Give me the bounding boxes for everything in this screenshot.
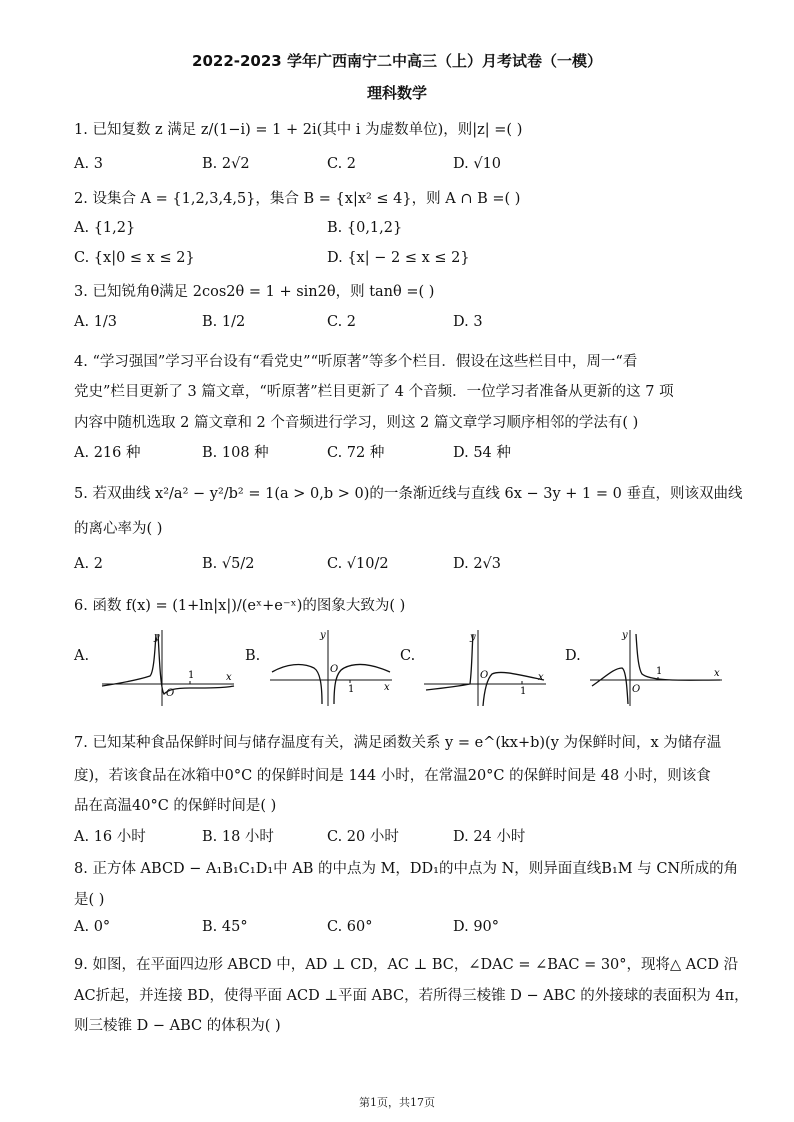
q2-option-c: C. {x|0 ≤ x ≤ 2} <box>74 250 195 266</box>
q7-stem-line-3: 品在高温40°C 的保鲜时间是( ) <box>74 798 277 814</box>
q1-option-b: B. 2√2 <box>202 156 250 172</box>
q8-option-b: B. 45° <box>202 919 248 935</box>
q3-option-a: A. 1/3 <box>74 314 118 330</box>
q1-option-c: C. 2 <box>327 156 357 172</box>
q8-option-d: D. 90° <box>453 919 500 935</box>
page-footer: 第1页，共17页 <box>359 1096 435 1109</box>
q4-option-d: D. 54 种 <box>453 445 511 461</box>
q6-graph-c <box>420 628 550 708</box>
q4-stem-line-3: 内容中随机选取 2 篇文章和 2 个音频进行学习，则这 2 篇文章学习顺序相邻的学法有( ) <box>74 415 639 431</box>
q3-option-c: C. 2 <box>327 314 357 330</box>
q6-b-one: 1 <box>348 684 355 695</box>
q4-stem-line-1: 4. “学习强国”学习平台设有“看党史”“听原著”等多个栏目．假设在这些栏目中，周一“看 <box>74 354 638 370</box>
q2-option-a: A. {1,2} <box>74 220 136 236</box>
q6-b-y-label: y <box>320 630 326 641</box>
q6-graph-label-c: C. <box>400 648 416 664</box>
q4-option-a: A. 216 种 <box>74 445 141 461</box>
q7-option-c: C. 20 小时 <box>327 829 399 845</box>
q7-stem-line-1: 7. 已知某种食品保鲜时间与储存温度有关，满足函数关系 y = e^(kx+b)(y 为保鲜时间，x 为储存温 <box>74 735 722 751</box>
q5-option-c: C. √10/2 <box>327 556 389 572</box>
q6-a-x-label: x <box>226 672 232 683</box>
q9-stem-line-3: 则三棱锥 D − ABC 的体积为( ) <box>74 1018 281 1034</box>
q9-stem-line-2: AC折起，并连接 BD，使得平面 ACD ⊥平面 ABC，若所得三棱锥 D − ABC 的外接球的表面积为 4π， <box>74 988 749 1004</box>
q6-c-one: 1 <box>520 686 527 697</box>
q8-stem-line-2: 是( ) <box>74 892 105 908</box>
q6-c-y-label: y <box>470 632 476 643</box>
q4-option-b: B. 108 种 <box>202 445 269 461</box>
q2-option-b: B. {0,1,2} <box>327 220 403 236</box>
q7-option-b: B. 18 小时 <box>202 829 274 845</box>
q1-option-d: D. √10 <box>453 156 502 172</box>
q7-option-a: A. 16 小时 <box>74 829 146 845</box>
q5-option-d: D. 2√3 <box>453 556 502 572</box>
q7-option-d: D. 24 小时 <box>453 829 526 845</box>
q6-a-one: 1 <box>188 670 195 681</box>
q6-a-y-label: y <box>154 632 160 643</box>
q6-graph-label-a: A. <box>74 648 90 664</box>
q7-stem-line-2: 度)，若该食品在冰箱中0°C 的保鲜时间是 144 小时，在常温20°C 的保鲜时间是 48 小时，则该食 <box>74 768 711 784</box>
q3-option-b: B. 1/2 <box>202 314 246 330</box>
q5-option-b: B. √5/2 <box>202 556 255 572</box>
q6-graph-label-b: B. <box>245 648 261 664</box>
q6-graph-label-d: D. <box>565 648 581 664</box>
q8-option-a: A. 0° <box>74 919 111 935</box>
q1-option-a: A. 3 <box>74 156 103 172</box>
q2-stem: 2. 设集合 A = {1,2,3,4,5}，集合 B = {x|x² ≤ 4}，则 A ∩ B =( ) <box>74 191 521 207</box>
exam-subtitle: 理科数学 <box>366 84 427 102</box>
q4-stem-line-2: 党史”栏目更新了 3 篇文章，“听原著”栏目更新了 4 个音频．一位学习者准备从更新的这 7 项 <box>74 384 674 400</box>
q4-option-c: C. 72 种 <box>327 445 385 461</box>
q6-stem: 6. 函数 f(x) = (1+ln|x|)/(eˣ+e⁻ˣ)的图象大致为( ) <box>74 598 406 614</box>
q8-option-c: C. 60° <box>327 919 373 935</box>
q6-graph-b <box>266 628 396 708</box>
q1-stem: 1. 已知复数 z 满足 z/(1−i) = 1 + 2i(其中 i 为虚数单位)，则|z| =( ) <box>74 122 523 138</box>
q9-stem-line-1: 9. 如图，在平面四边形 ABCD 中，AD ⊥ CD，AC ⊥ BC，∠DAC = ∠BAC = 30°，现将△ ACD 沿 <box>74 957 739 973</box>
q8-stem-line-1: 8. 正方体 ABCD − A₁B₁C₁D₁中 AB 的中点为 M，DD₁的中点为 N，则异面直线B₁M 与 CN所成的角 <box>74 861 739 877</box>
q5-stem-line-1: 5. 若双曲线 x²/a² − y²/b² = 1(a > 0,b > 0)的一条渐近线与直线 6x − 3y + 1 = 0 垂直，则该双曲线 <box>74 486 743 502</box>
q6-d-one: 1 <box>656 666 663 677</box>
q6-d-x-label: x <box>714 668 720 679</box>
q6-graph-d <box>586 628 726 708</box>
q5-option-a: A. 2 <box>74 556 103 572</box>
q6-c-x-label: x <box>538 672 544 683</box>
q6-a-origin: O <box>166 688 175 699</box>
q3-option-d: D. 3 <box>453 314 483 330</box>
q2-option-d: D. {x| − 2 ≤ x ≤ 2} <box>327 250 470 266</box>
exam-title: 2022-2023 学年广西南宁二中高三（上）月考试卷（一模） <box>192 52 602 70</box>
q6-d-y-label: y <box>622 630 628 641</box>
q6-graph-a <box>98 628 238 708</box>
q6-b-x-label: x <box>384 682 390 693</box>
q5-stem-line-2: 的离心率为( ) <box>74 521 163 537</box>
q6-b-origin: O <box>330 664 339 675</box>
q6-d-origin: O <box>632 684 641 695</box>
q6-c-origin: O <box>480 670 489 681</box>
q3-stem: 3. 已知锐角θ满足 2cos2θ = 1 + sin2θ，则 tanθ =( ) <box>74 284 435 300</box>
